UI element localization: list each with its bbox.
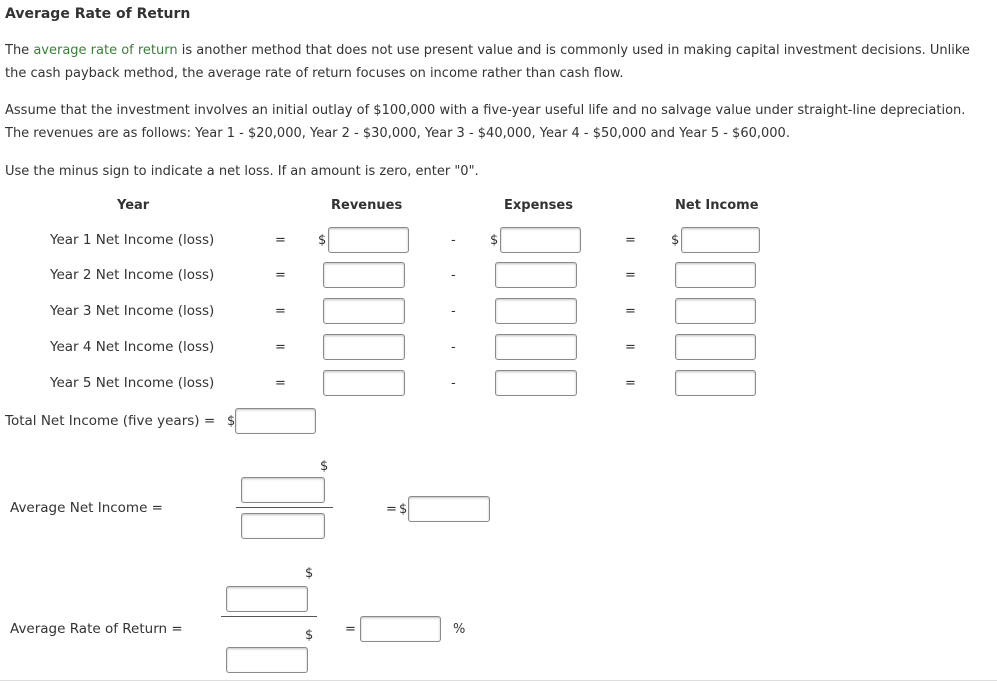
row-4-label: Year 4 Net Income (loss) bbox=[50, 339, 215, 355]
column-header-year: Year bbox=[117, 198, 150, 213]
row-1-net-dollar: $ bbox=[671, 233, 680, 248]
row-3-equals: = bbox=[275, 304, 286, 319]
instruction-text: Use the minus sign to indicate a net loss. If an amount is zero, enter "0". bbox=[5, 164, 479, 179]
row-5-label: Year 5 Net Income (loss) bbox=[50, 375, 215, 391]
avg-rate-numerator-input[interactable] bbox=[226, 586, 308, 612]
row-2-minus: - bbox=[451, 268, 456, 283]
row-1-revenue-dollar: $ bbox=[318, 233, 327, 248]
total-dollar: $ bbox=[227, 414, 236, 429]
avg-rate-denominator-input[interactable] bbox=[226, 647, 308, 673]
avg-net-income-equals: = bbox=[386, 502, 397, 517]
row-4-minus: - bbox=[451, 340, 456, 355]
row-2-expense-input[interactable] bbox=[495, 262, 577, 288]
row-2-equals: = bbox=[275, 268, 286, 283]
avg-net-income-numerator-input[interactable] bbox=[241, 477, 325, 503]
row-4-net-income-input[interactable] bbox=[675, 334, 756, 360]
avg-rate-result-input[interactable] bbox=[360, 616, 441, 642]
row-4-revenue-input[interactable] bbox=[323, 334, 405, 360]
avg-net-income-fraction-bar bbox=[236, 507, 333, 508]
avg-net-income-result-dollar: $ bbox=[399, 502, 408, 517]
row-3-minus: - bbox=[451, 304, 456, 319]
row-3-expense-input[interactable] bbox=[495, 298, 577, 324]
avg-rate-numerator-dollar: $ bbox=[305, 566, 314, 581]
percent-sign: % bbox=[453, 622, 466, 637]
row-5-equals-2: = bbox=[625, 376, 636, 391]
row-4-equals: = bbox=[275, 340, 286, 355]
row-1-expense-dollar: $ bbox=[490, 233, 499, 248]
row-3-label: Year 3 Net Income (loss) bbox=[50, 303, 215, 319]
row-2-label: Year 2 Net Income (loss) bbox=[50, 267, 215, 283]
total-net-income-label: Total Net Income (five years) = bbox=[5, 413, 216, 429]
row-2-revenue-input[interactable] bbox=[323, 262, 405, 288]
row-1-revenue-input[interactable] bbox=[328, 227, 409, 253]
row-2-equals-2: = bbox=[625, 268, 636, 283]
average-rate-of-return-label: Average Rate of Return = bbox=[10, 621, 183, 637]
avg-net-income-result-input[interactable] bbox=[408, 496, 490, 522]
avg-net-income-denominator-input[interactable] bbox=[241, 513, 325, 539]
row-5-expense-input[interactable] bbox=[495, 370, 577, 396]
average-net-income-label: Average Net Income = bbox=[10, 500, 163, 516]
row-1-net-income-input[interactable] bbox=[681, 227, 760, 253]
row-1-expense-input[interactable] bbox=[500, 227, 581, 253]
row-5-revenue-input[interactable] bbox=[323, 370, 405, 396]
row-1-equals-2: = bbox=[625, 233, 636, 248]
row-5-minus: - bbox=[451, 376, 456, 391]
column-header-revenues: Revenues bbox=[331, 198, 403, 213]
row-1-equals: = bbox=[275, 233, 286, 248]
row-1-minus: - bbox=[451, 233, 456, 248]
avg-rate-equals: = bbox=[345, 622, 356, 637]
row-2-net-income-input[interactable] bbox=[675, 262, 756, 288]
page-title: Average Rate of Return bbox=[5, 6, 191, 22]
row-5-equals: = bbox=[275, 376, 286, 391]
row-5-net-income-input[interactable] bbox=[675, 370, 756, 396]
avg-rate-denominator-dollar: $ bbox=[305, 628, 314, 643]
row-3-net-income-input[interactable] bbox=[675, 298, 756, 324]
average-rate-of-return-link[interactable]: average rate of return bbox=[33, 43, 178, 58]
assumption-paragraph: Assume that the investment involves an initial outlay of $100,000 with a five-year useful life and no salvage value under straight-line depreciation. The revenues are as follows: Year 1 - $20,000, Year 2 - $30,000, Year 3 - $40,000, Year 4 - $50,000 and Year 5 - $60,000. bbox=[5, 103, 966, 141]
row-4-expense-input[interactable] bbox=[495, 334, 577, 360]
column-header-net-income: Net Income bbox=[675, 198, 759, 213]
row-4-equals-2: = bbox=[625, 340, 636, 355]
total-net-income-input[interactable] bbox=[235, 408, 316, 434]
column-header-expenses: Expenses bbox=[504, 198, 573, 213]
row-1-label: Year 1 Net Income (loss) bbox=[50, 232, 215, 248]
avg-rate-fraction-bar bbox=[221, 616, 317, 617]
avg-net-income-numerator-dollar: $ bbox=[320, 459, 329, 474]
bottom-divider bbox=[0, 680, 997, 681]
row-3-revenue-input[interactable] bbox=[323, 298, 405, 324]
intro-paragraph: The average rate of return is another method that does not use present value and is commonly used in making capital investment decisions. Unlike the cash payback method, the average rate of return focuses on income rather than cash flow. bbox=[5, 43, 970, 81]
row-3-equals-2: = bbox=[625, 304, 636, 319]
